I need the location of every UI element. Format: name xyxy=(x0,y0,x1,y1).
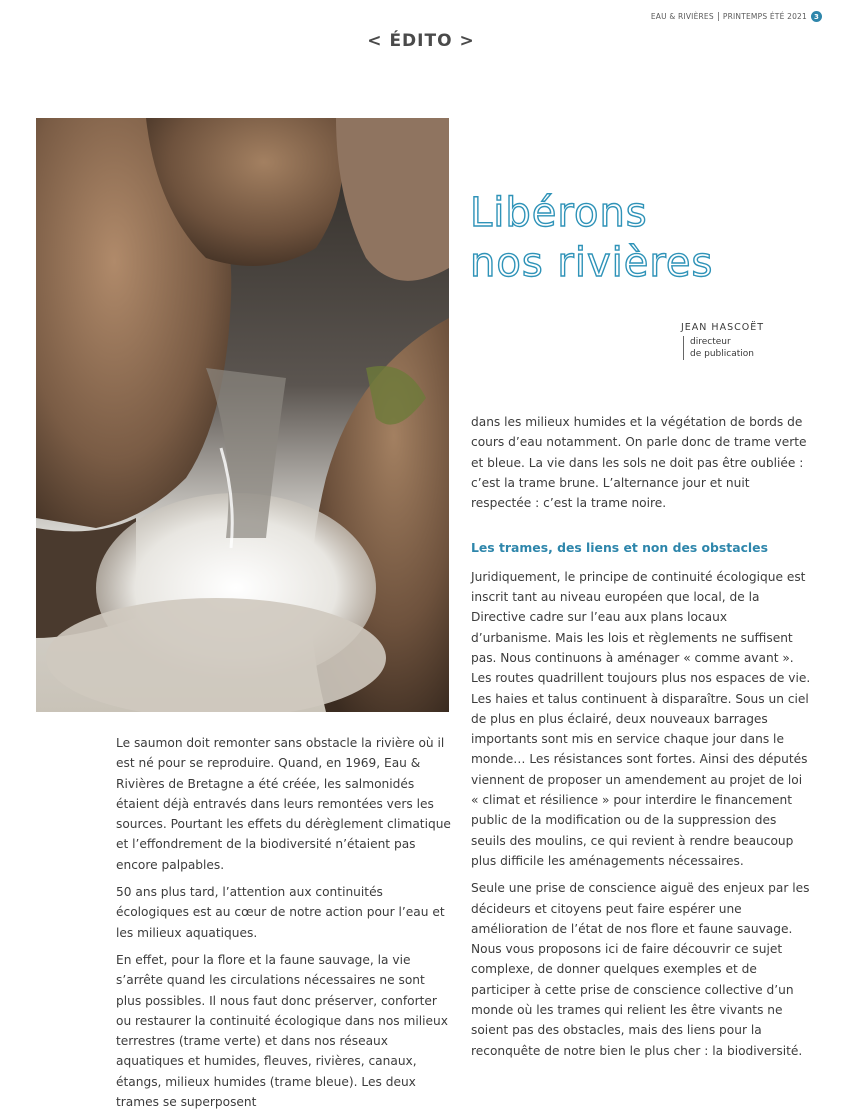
left-column xyxy=(116,733,452,1119)
title-line-1: Libérons xyxy=(470,190,648,236)
paragraph: Seule une prise de conscience aiguë des enjeux par les décideurs et citoyens peut faire espérer une amélioration de l’état de nos flore et faune sauvage. Nous vous proposons ici de faire découvrir ce sujet complexe, de donner quelques exemples et de participer à cette prise de conscience collective d’un monde où les trames qui relient les être vivants ne soient pas des obstacles, mais des liens pour la reconquête de notre bien le plus cher : la biodiversité. xyxy=(471,881,810,1058)
magazine-name: EAU & RIVIÈRES xyxy=(650,12,714,21)
author-name: JEAN HASCOËT xyxy=(681,322,765,333)
author-block xyxy=(681,322,764,360)
paragraph: 50 ans plus tard, l’attention aux continuités écologiques est au cœur de notre action pour l’eau et les milieux aquatiques. xyxy=(116,885,445,940)
section-label: < ÉDITO > xyxy=(367,31,475,51)
paragraph: Le saumon doit remonter sans obstacle la rivière où il est né pour se reproduire. Quand, en 1969, Eau & Rivières de Bretagne a été créée, les salmonidés étaient déjà entravés dans leurs remontées vers les sources. Pourtant les effets du dérèglement climatique et l’effondrement de la biodiversité n’étaient pas encore palpables. xyxy=(116,736,451,872)
page-number-badge: 3 xyxy=(811,11,822,22)
right-column xyxy=(471,412,811,1068)
river-photo xyxy=(36,118,449,712)
section-subheading: Les trames, des liens et non des obstacles xyxy=(471,540,768,556)
author-role-line-2: de publication xyxy=(690,349,754,359)
author-role-line-1: directeur xyxy=(690,337,731,347)
river-stream-illustration xyxy=(36,118,449,712)
paragraph: En effet, pour la flore et la faune sauvage, la vie s’arrête quand les circulations nécessaires ne sont plus possibles. Il nous faut donc préserver, conforter ou restaurer la continuité écologique dans nos milieux terrestres (trame verte) et dans nos réseaux aquatiques et humides, fleuves, rivières, canaux, étangs, milieux humides (trame bleue). Les deux trames se superposent xyxy=(116,952,448,1110)
running-header xyxy=(651,11,822,22)
paragraph: dans les milieux humides et la végétation de bords de cours d’eau notamment. On parle donc de trame verte et bleue. La vie dans les sols ne doit pas être oubliée : c’est la trame brune. L’alternance jour et nuit respectée : c’est la trame noire. xyxy=(471,415,807,511)
issue-label: PRINTEMPS ÉTÉ 2021 xyxy=(722,12,807,21)
author-role xyxy=(683,336,764,360)
paragraph: Juridiquement, le principe de continuité écologique est inscrit tant au niveau européen que local, de la Directive cadre sur l’eau aux plans locaux d’urbanisme. Mais les lois et règlements ne suffisent pas. Nous continuons à aménager « comme avant ». Les routes quadrillent toujours plus nos espaces de vie. Les haies et talus continuent à disparaître. Sous un ciel de plus en plus éclairé, deux nouveaux barrages importants sont mis en service chaque jour dans le monde… Les résistances sont fortes. Ainsi des députés viennent de proposer un amendement au projet de loi « climat et résilience » pour interdire le financement public de la modification ou de la suppression des seuils des moulins, ce qui revient à rendre beaucoup plus difficile les aménagements nécessaires. xyxy=(471,569,811,868)
title-line-2: nos rivières xyxy=(470,240,714,286)
header-divider xyxy=(718,12,719,21)
article-title xyxy=(470,188,713,288)
